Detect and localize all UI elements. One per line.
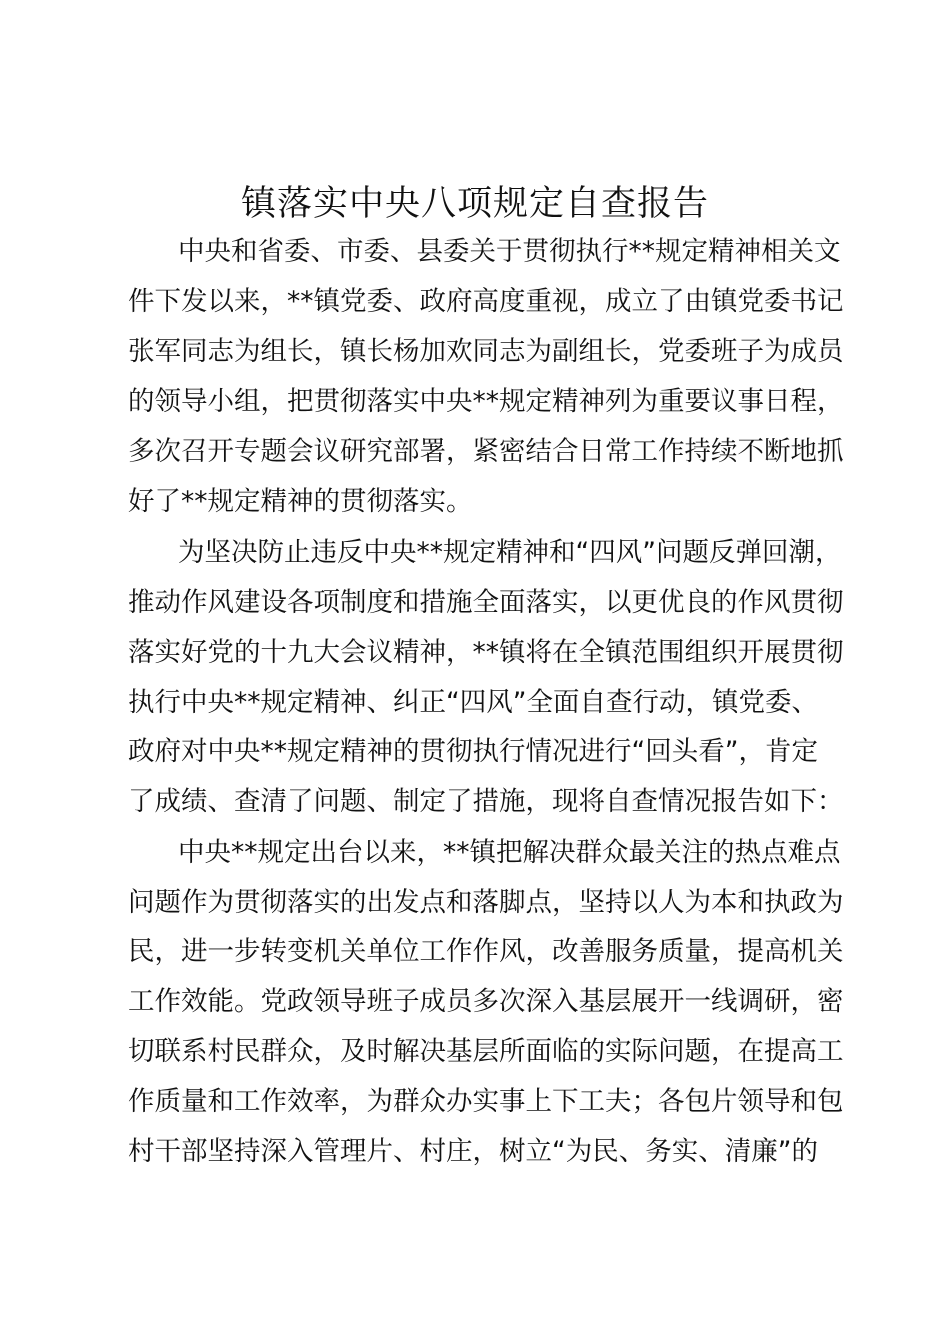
paragraph-1-line-4: 的领导小组，把贯彻落实中央**规定精神列为重要议事日程， xyxy=(128,386,844,417)
paragraph-3-line-1: 中央**规定出台以来，**镇把解决群众最关注的热点难点 xyxy=(178,837,841,868)
paragraph-1-line-2: 件下发以来，**镇党委、政府高度重视，成立了由镇党委书记 xyxy=(128,286,844,317)
paragraph-1-line-3: 张军同志为组长，镇长杨加欢同志为副组长，党委班子为成员 xyxy=(128,336,844,367)
paragraph-1-line-1: 中央和省委、市委、县委关于贯彻执行**规定精神相关文 xyxy=(178,236,841,267)
paragraph-3-line-7: 村干部坚持深入管理片、村庄，树立“为民、务实、清廉”的 xyxy=(128,1136,818,1167)
paragraph-1-line-6: 好了**规定精神的贯彻落实。 xyxy=(128,486,473,517)
paragraph-2-line-5: 政府对中央**规定精神的贯彻执行情况进行“回头看”，肯定 xyxy=(128,736,818,767)
paragraph-2-line-1: 为坚决防止违反中央**规定精神和“四风”问题反弹回潮， xyxy=(178,537,842,568)
paragraph-3-line-5: 切联系村民群众，及时解决基层所面临的实际问题，在提高工 xyxy=(128,1036,844,1067)
paragraph-2-line-6: 了成绩、查清了问题、制定了措施，现将自查情况报告如下： xyxy=(128,786,844,817)
paragraph-1-line-5: 多次召开专题会议研究部署，紧密结合日常工作持续不断地抓 xyxy=(128,436,844,467)
paragraph-2-line-3: 落实好党的十九大会议精神，**镇将在全镇范围组织开展贯彻 xyxy=(128,637,844,668)
paragraph-3-line-2: 问题作为贯彻落实的出发点和落脚点，坚持以人为本和执政为 xyxy=(128,887,844,918)
paragraph-3-line-3: 民，进一步转变机关单位工作作风，改善服务质量，提高机关 xyxy=(128,936,844,967)
paragraph-3-line-4: 工作效能。党政领导班子成员多次深入基层展开一线调研，密 xyxy=(128,986,844,1017)
paragraph-2-line-4: 执行中央**规定精神、纠正“四风”全面自查行动，镇党委、 xyxy=(128,687,818,718)
document-title: 镇落实中央八项规定自查报告 xyxy=(240,184,709,224)
paragraph-2-line-2: 推动作风建设各项制度和措施全面落实，以更优良的作风贯彻 xyxy=(128,587,844,618)
paragraph-3-line-6: 作质量和工作效率，为群众办实事上下工夫；各包片领导和包 xyxy=(128,1086,844,1117)
